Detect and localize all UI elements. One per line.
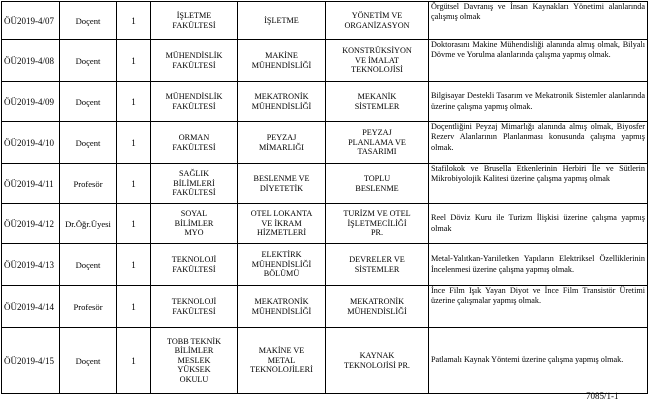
position-count: 1 bbox=[117, 328, 151, 394]
field-name bbox=[326, 244, 429, 286]
position-count: 1 bbox=[117, 204, 151, 244]
field-name bbox=[326, 40, 429, 82]
position-count: 1 bbox=[117, 286, 151, 328]
field-name-line: TURİZM VE OTEL bbox=[343, 209, 411, 219]
department-name-line: BÖLÜMÜ bbox=[263, 269, 300, 279]
academic-title: Doçent bbox=[60, 2, 117, 40]
academic-title: Doçent bbox=[60, 82, 117, 122]
department-name-line: İŞLETME bbox=[264, 15, 299, 25]
faculty-name-line: YÜKSEK bbox=[177, 365, 211, 375]
faculty-name-line: SOYAL bbox=[180, 209, 208, 219]
faculty-name bbox=[151, 328, 238, 394]
field-name bbox=[326, 204, 429, 244]
faculty-name-line: MESLEK bbox=[177, 355, 211, 365]
department-name-line: MÜHENDİSLİĞİ bbox=[251, 101, 312, 111]
department-name-line: MİMARLIĞI bbox=[258, 142, 305, 152]
position-code: ÖÜ2019-4/11 bbox=[2, 164, 60, 204]
faculty-name-line: FAKÜLTESİ bbox=[172, 264, 216, 274]
faculty-name bbox=[151, 2, 238, 40]
field-name-line: TEKNOLOJİSİ PR. bbox=[344, 360, 410, 370]
department-name-line: MAKİNE bbox=[265, 51, 298, 61]
faculty-name-line: BİLİMLER bbox=[174, 218, 214, 228]
position-code: ÖÜ2019-4/07 bbox=[2, 2, 60, 40]
position-requirements: Örgütsel Davranış ve İnsan Kaynakları Yönetimi alanlarında çalışmış olmak bbox=[429, 2, 648, 40]
table-row bbox=[2, 204, 648, 244]
position-requirements: Doktorasını Makine Mühendisliği alanında almış olmak, Bilyalı Dövme ve Yorulma alanlarında çalışma yapmış olmak. bbox=[429, 40, 648, 82]
field-name-line: SİSTEMLER bbox=[354, 101, 400, 111]
department-name-line: MÜHENDİSLİĞİ bbox=[251, 259, 312, 269]
position-code: ÖÜ2019-4/10 bbox=[2, 122, 60, 164]
faculty-name-line: ORMAN bbox=[178, 133, 210, 143]
position-count: 1 bbox=[117, 82, 151, 122]
field-name-line: TOPLU bbox=[363, 174, 391, 184]
field-name-line: KONSTRÜKSİYON bbox=[342, 46, 412, 56]
department-name-line: METAL bbox=[267, 355, 296, 365]
field-name bbox=[326, 164, 429, 204]
department-name-line: MAKİNE VE bbox=[258, 346, 305, 356]
field-name bbox=[326, 82, 429, 122]
field-name bbox=[326, 286, 429, 328]
field-name-line: YÖNETİM VE bbox=[351, 11, 403, 21]
table-row bbox=[2, 286, 648, 328]
department-name-line: DİYETETİK bbox=[259, 183, 304, 193]
faculty-name-line: BİLİMLER bbox=[174, 346, 214, 356]
faculty-name-line: SAĞLIK bbox=[178, 169, 210, 179]
faculty-name-line: İŞLETME bbox=[176, 11, 212, 21]
position-count: 1 bbox=[117, 244, 151, 286]
field-name-line: TEKNOLOJİSİ bbox=[351, 65, 403, 75]
faculty-name bbox=[151, 244, 238, 286]
department-name bbox=[238, 204, 326, 244]
field-name-line: SİSTEMLER bbox=[354, 264, 400, 274]
position-requirements: İnce Film Işık Yayan Diyot ve İnce Film Transistör Üretimi üzerine çalışmalar yapmış olmak. bbox=[429, 286, 648, 328]
position-code: ÖÜ2019-4/09 bbox=[2, 82, 60, 122]
department-name bbox=[238, 328, 326, 394]
table-row bbox=[2, 328, 648, 394]
position-requirements: Stafilokok ve Brusella Etkenlerinin Herbiri İle ve Sütlerin Mikrobiyolojik Kalitesi üzerine çalışma yapmış olmak bbox=[429, 164, 648, 204]
faculty-name-line: FAKÜLTESİ bbox=[172, 60, 216, 70]
department-name-line: BESLENME VE bbox=[253, 174, 310, 184]
academic-title: Doçent bbox=[60, 244, 117, 286]
faculty-name-line: FAKÜLTESİ bbox=[172, 101, 216, 111]
faculty-name-line: FAKÜLTESİ bbox=[172, 142, 216, 152]
field-name bbox=[326, 122, 429, 164]
field-name bbox=[326, 328, 429, 394]
department-name-line: MEKATRONİK bbox=[254, 92, 309, 102]
page-reference: 7085/1-1 bbox=[586, 391, 619, 401]
position-requirements: Metal-Yalıtkan-Yarıiletken Yapıların Elektriksel Özelliklerinin İncelenmesi üzerine çalışma yapmış olmak. bbox=[429, 244, 648, 286]
position-code: ÖÜ2019-4/14 bbox=[2, 286, 60, 328]
academic-title: Profesör bbox=[60, 164, 117, 204]
field-name-line: PLANLAMA VE bbox=[348, 137, 406, 147]
faculty-name-line: BİLİMLERİ bbox=[173, 178, 215, 188]
faculty-name-line: OKULU bbox=[179, 374, 209, 384]
position-code: ÖÜ2019-4/13 bbox=[2, 244, 60, 286]
faculty-name-line: FAKÜLTESİ bbox=[172, 20, 216, 30]
position-code: ÖÜ2019-4/12 bbox=[2, 204, 60, 244]
department-name bbox=[238, 2, 326, 40]
department-name-line: HİZMETLERİ bbox=[256, 228, 307, 238]
positions-table-body bbox=[2, 2, 648, 394]
academic-title: Doçent bbox=[60, 328, 117, 394]
table-row bbox=[2, 2, 648, 40]
faculty-name-line: MYO bbox=[184, 228, 204, 238]
academic-title: Profesör bbox=[60, 286, 117, 328]
faculty-name bbox=[151, 82, 238, 122]
academic-title: Doçent bbox=[60, 40, 117, 82]
faculty-name bbox=[151, 164, 238, 204]
field-name-line: MEKATRONİK bbox=[349, 297, 405, 307]
field-name-line: PEYZAJ bbox=[362, 128, 392, 138]
department-name bbox=[238, 164, 326, 204]
field-name-line: PR. bbox=[370, 228, 384, 238]
department-name bbox=[238, 286, 326, 328]
field-name-line: TASARIMI bbox=[357, 147, 397, 157]
position-requirements: Bilgisayar Destekli Tasarım ve Mekatronik Sistemler alanlarında üzerine çalışma yapmış olmak. bbox=[429, 82, 648, 122]
department-name bbox=[238, 122, 326, 164]
faculty-name bbox=[151, 40, 238, 82]
position-requirements: Reel Döviz Kuru ile Turizm İlişkisi üzerine çalışma yapmış olmak bbox=[429, 204, 648, 244]
table-row bbox=[2, 244, 648, 286]
position-code: ÖÜ2019-4/08 bbox=[2, 40, 60, 82]
positions-table bbox=[1, 1, 648, 394]
faculty-name bbox=[151, 286, 238, 328]
faculty-name bbox=[151, 122, 238, 164]
department-name-line: MÜHENDİSLİĞİ bbox=[251, 306, 312, 316]
department-name bbox=[238, 40, 326, 82]
faculty-name-line: MÜHENDİSLİK bbox=[165, 92, 223, 102]
department-name-line: TEKNOLOJİLERİ bbox=[250, 365, 313, 375]
field-name-line: MEKANİK bbox=[357, 92, 397, 102]
field-name-line: ORGANİZASYON bbox=[344, 20, 410, 30]
field-name-line: MÜHENDİSLİĞİ bbox=[347, 306, 407, 316]
table-row bbox=[2, 82, 648, 122]
position-code: ÖÜ2019-4/15 bbox=[2, 328, 60, 394]
department-name-line: ELEKTİRK bbox=[261, 250, 302, 260]
department-name-line: MEKATRONİK bbox=[254, 297, 309, 307]
department-name-line: VE İKRAM bbox=[261, 218, 302, 228]
faculty-name-line: FAKÜLTESİ bbox=[172, 188, 216, 198]
academic-title: Dr.Öğr.Üyesi bbox=[60, 204, 117, 244]
position-count: 1 bbox=[117, 122, 151, 164]
position-requirements: Patlamalı Kaynak Yöntemi üzerine çalışma yapmış olmak. bbox=[429, 328, 648, 394]
department-name bbox=[238, 244, 326, 286]
position-count: 1 bbox=[117, 2, 151, 40]
faculty-name bbox=[151, 204, 238, 244]
field-name-line: BESLENME bbox=[355, 183, 399, 193]
faculty-name-line: TEKNOLOJİ bbox=[171, 255, 217, 265]
department-name-line: PEYZAJ bbox=[266, 133, 297, 143]
faculty-name-line: FAKÜLTESİ bbox=[172, 306, 216, 316]
field-name-line: İŞLETMECİLİĞİ bbox=[347, 218, 407, 228]
field-name-line: VE İMALAT bbox=[355, 55, 399, 65]
department-name-line: OTEL LOKANTA bbox=[250, 209, 313, 219]
field-name bbox=[326, 2, 429, 40]
position-count: 1 bbox=[117, 164, 151, 204]
table-row bbox=[2, 40, 648, 82]
table-row bbox=[2, 122, 648, 164]
field-name-line: DEVRELER VE bbox=[349, 255, 405, 265]
faculty-name-line: MÜHENDİSLİK bbox=[165, 51, 223, 61]
faculty-name-line: TEKNOLOJİ bbox=[171, 297, 217, 307]
academic-title: Doçent bbox=[60, 122, 117, 164]
faculty-name-line: TOBB TEKNİK bbox=[166, 336, 222, 346]
department-name bbox=[238, 82, 326, 122]
position-requirements: Doçentliğini Peyzaj Mimarlığı alanında almış olmak, Biyosfer Rezerv Alanlarının Planlanması konusunda çalışma yapmış olmak. bbox=[429, 122, 648, 164]
field-name-line: KAYNAK bbox=[359, 351, 395, 361]
table-row bbox=[2, 164, 648, 204]
position-count: 1 bbox=[117, 40, 151, 82]
department-name-line: MÜHENDİSLİĞİ bbox=[251, 60, 312, 70]
